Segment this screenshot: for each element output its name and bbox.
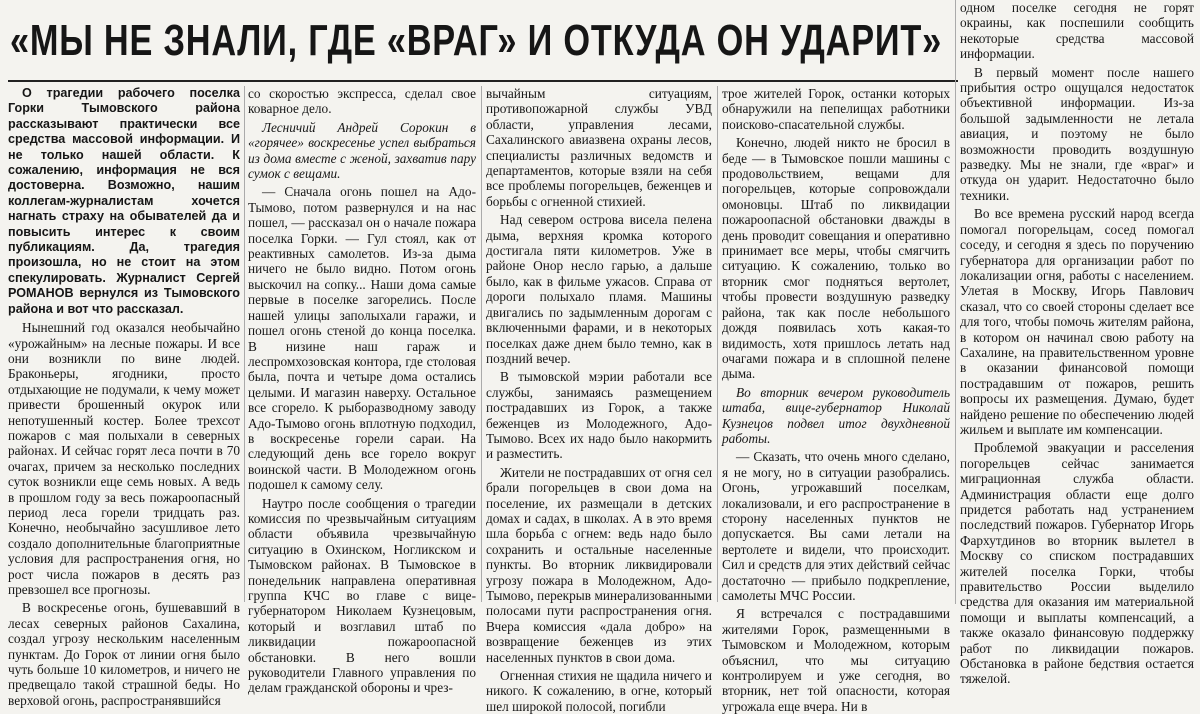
column-3 bbox=[486, 86, 712, 714]
lead-paragraph: О трагедии рабочего поселка Горки Тымовского района рассказывают практически все средства массовой информации. И не только нашей области. К сожалению, информация не вся достоверна. Возможно, нашим коллегам-журналистам хочется нагнать страху на обывателей да и повысить интерес к своим публикациям. Да, трагедия произошла, но не стоит на этом спекулировать. Журналист Сергей РОМАНОВ вернулся из Тымовского района и вот что рассказал. bbox=[8, 86, 240, 316]
paragraph: Жители не пострадавших от огня сел брали погорельцев в свои дома на поселение, их размещали в детских домах и садах, в школах. А в это время шла борьба с огнем: ведь надо было сохранить и остальные населенные пункты. Во вторник ликвидировали угрозу пожара в Молодежном, Адо-Тымово, перекрыв минерализованными полосами пути распространения огня. Вчера комиссия «дала добро» на возвращение беженцев из этих населенных пунктов в свои дома. bbox=[486, 464, 712, 665]
headline-rule bbox=[8, 80, 958, 82]
column-5 bbox=[960, 0, 1194, 687]
headline: «МЫ НЕ ЗНАЛИ, ГДЕ «ВРАГ» И ОТКУДА ОН УДАРИТ» bbox=[10, 16, 942, 65]
paragraph: В тымовской мэрии работали все службы, занимаясь размещением пострадавших из Горок, а также беженцев из Молодежного, Адо-Тымово. Всех их надо было накормить и разместить. bbox=[486, 369, 712, 462]
column-2 bbox=[248, 86, 476, 696]
column-divider bbox=[717, 86, 718, 602]
paragraph: Во все времена русский народ всегда помогал погорельцам, сосед помогал соседу, и сегодня я здесь по поручению губернатора для организации работ по локализации огня, работы с населением. Улетая в Москву, Игорь Павлович сказал, что со своей стороны сделает все для того, чтобы помочь жителям района, в котором он начинал свою работу на Сахалине, на правительственном уровне в оказании финансовой помощи пострадавшим от пожаров, решить вопросы их размещения. Думаю, будет найдено решение по обеспечению людей жильем и выплате им компенсации. bbox=[960, 206, 1194, 437]
paragraph: — Сначала огонь пошел на Адо-Тымово, потом развернулся и на нас пошел, — рассказал он о начале пожара поселка Горки. — Гул стоял, как от реактивных самолетов. Из-за дыма ничего не было видно. Потом огонь выскочил на сопку... Наши дома самые первые в поселке загорелись. После нашей улицы заполыхали гаражи, и пошел огонь стеной до конца поселка. В низине наш гараж и леспромхозовская контора, где столовая была, почта и четыре дома остались целыми. И магазин наверху. Остальное все сгорело. К рыборазводному заводу Адо-Тымово огонь вплотную подходил, в воскресенье горели сараи. На следующий день все горело вокруг воинской части. В Молодежном огонь подошел к самому селу. bbox=[248, 184, 476, 493]
paragraph: одном поселке сегодня не горят окраины, как поспешили сообщить некоторые средства массовой информации. bbox=[960, 0, 1194, 62]
paragraph: Конечно, людей никто не бросил в беде — в Тымовское пошли машины с продовольствием, вещами для погорельцев, которые сопровождали омоновцы. Штаб по ликвидации пожароопасной обстановки дважды в день проводит совещания и оперативно принимает все меры, чтобы смягчить ситуацию. К сожалению, только во вторник смог подняться вертолет, чтобы провести воздушную разведку района, так как после небольшого дождя появилась хоть какая-то видимость, хотя пришлось летать над очагами пожара и в сплошной пелене дыма. bbox=[722, 135, 950, 382]
column-4 bbox=[722, 86, 950, 714]
paragraph: Наутро после сообщения о трагедии комиссия по чрезвычайным ситуациям области объявила чрезвычайную ситуацию в Охинском, Ногликском и Тымовском районах. В Тымовское в понедельник направлена оперативная группа КЧС во главе с вице-губернатором Николаем Кузнецовым, который и возглавил штаб по ликвидации пожароопасной обстановки. В него вошли руководители Главного управления по делам гражданской обороны и чрез- bbox=[248, 495, 476, 696]
paragraph: со скоростью экспресса, сделал свое коварное дело. bbox=[248, 86, 476, 117]
paragraph: В первый момент после нашего прибытия остро ощущался недостаток объективной информации. Из-за большой задымленности не летала авиация, и поэтому не было возможности проводить воздушную разведку. Мы не знали, где «враг» и откуда он ударит. Недостаточно было техники. bbox=[960, 64, 1194, 203]
paragraph: В воскресенье огонь, бушевавший в лесах северных районов Сахалина, создал угрозу нескольким населенным пунктам. До Горок от линии огня было чуть больше 10 километров, и ничего не предвещало такой страшной беды. Но верховой огонь, распространявшийся bbox=[8, 600, 240, 708]
paragraph: Я встречался с пострадавшими жителями Горок, размещенными в Тымовском и Молодежном, которым объяснил, что мы ситуацию контролируем и уже сегодня, во вторник, нет той опасности, которая угрожала еще вчера. Ни в bbox=[722, 606, 950, 714]
paragraph: Нынешний год оказался необычайно «урожайным» на лесные пожары. И все они возникли по вине людей. Браконьеры, ягодники, просто отдыхающие не подумали, к чему может привести брошенный окурок или непотушенный костер. Более трехсот пожаров с мая полыхали в северных районах. И сейчас горят леса почти в 70 очагах, причем за несколько последних суток возникли еще семь новых. А ведь в прошлом году за весь пожароопасный период леса горели тридцать раз. Конечно, необычайно засушливое лето создало дополнительные благоприятные условия для распространения огня, но рост числа пожаров в десять раз превзошел все прогнозы. bbox=[8, 320, 240, 597]
column-divider bbox=[955, 0, 956, 604]
paragraph: Над севером острова висела пелена дыма, верхняя кромка которого достигала пяти километров. Уже в районе Онор несло гарью, а дальше было, как в фильме ужасов. Справа от дороги полыхало пламя. Машины двигались по задымленным дорогам с включенными фарами, и в некоторых поселках даже днем было темно, как в поздний вечер. bbox=[486, 212, 712, 366]
paragraph: Огненная стихия не щадила ничего и никого. К сожалению, в огне, который шел широкой полосой, погибли bbox=[486, 668, 712, 714]
paragraph: трое жителей Горок, останки которых обнаружили на пепелищах работники поисково-спасательной службы. bbox=[722, 86, 950, 132]
paragraph: — Сказать, что очень много сделано, я не могу, но в ситуации разобрались. Огонь, угрожавший поселкам, локализовали, и его распространение в сторону населенных пунктов не допускается. Вы сами летали на вертолете и видели, что происходит. Сил и средств для этих действий сейчас достаточно — прибыло подкрепление, самолеты МЧС России. bbox=[722, 449, 950, 603]
column-1 bbox=[8, 86, 240, 708]
paragraph: Проблемой эвакуации и расселения погорельцев сейчас занимается миграционная служба области. Администрация области еще долго придется работать над устранением последствий пожаров. Губернатор Игорь Фархутдинов во вторник вылетел в Москву со списком пострадавших жителей поселка Горки, чтобы правительство России выделило средства для оказания им материальной помощи и выплаты компенсаций, а также оказало финансовую поддержку работ по ликвидации пожаров. Обстановка в районе бедствия остается тяжелой. bbox=[960, 440, 1194, 687]
italic-intro: Лесничий Андрей Сорокин в «горячее» воскресенье успел выбраться из дома вместе с женой, захватив пару сумок с вещами. bbox=[248, 119, 476, 182]
headline-area bbox=[0, 0, 960, 78]
column-divider bbox=[244, 86, 245, 602]
italic-intro: Во вторник вечером руководитель штаба, вице-губернатор Николай Кузнецов подвел итог двухдневной работы. bbox=[722, 384, 950, 446]
column-divider bbox=[481, 86, 482, 602]
paragraph: вычайным ситуациям, противопожарной службы УВД области, управления лесами, Сахалинского авиазвена охраны лесов, специалисты различных ведомств и департаментов, которые взяли на себя все проблемы погорельцев, беженцев и борьбы с огненной стихией. bbox=[486, 86, 712, 209]
